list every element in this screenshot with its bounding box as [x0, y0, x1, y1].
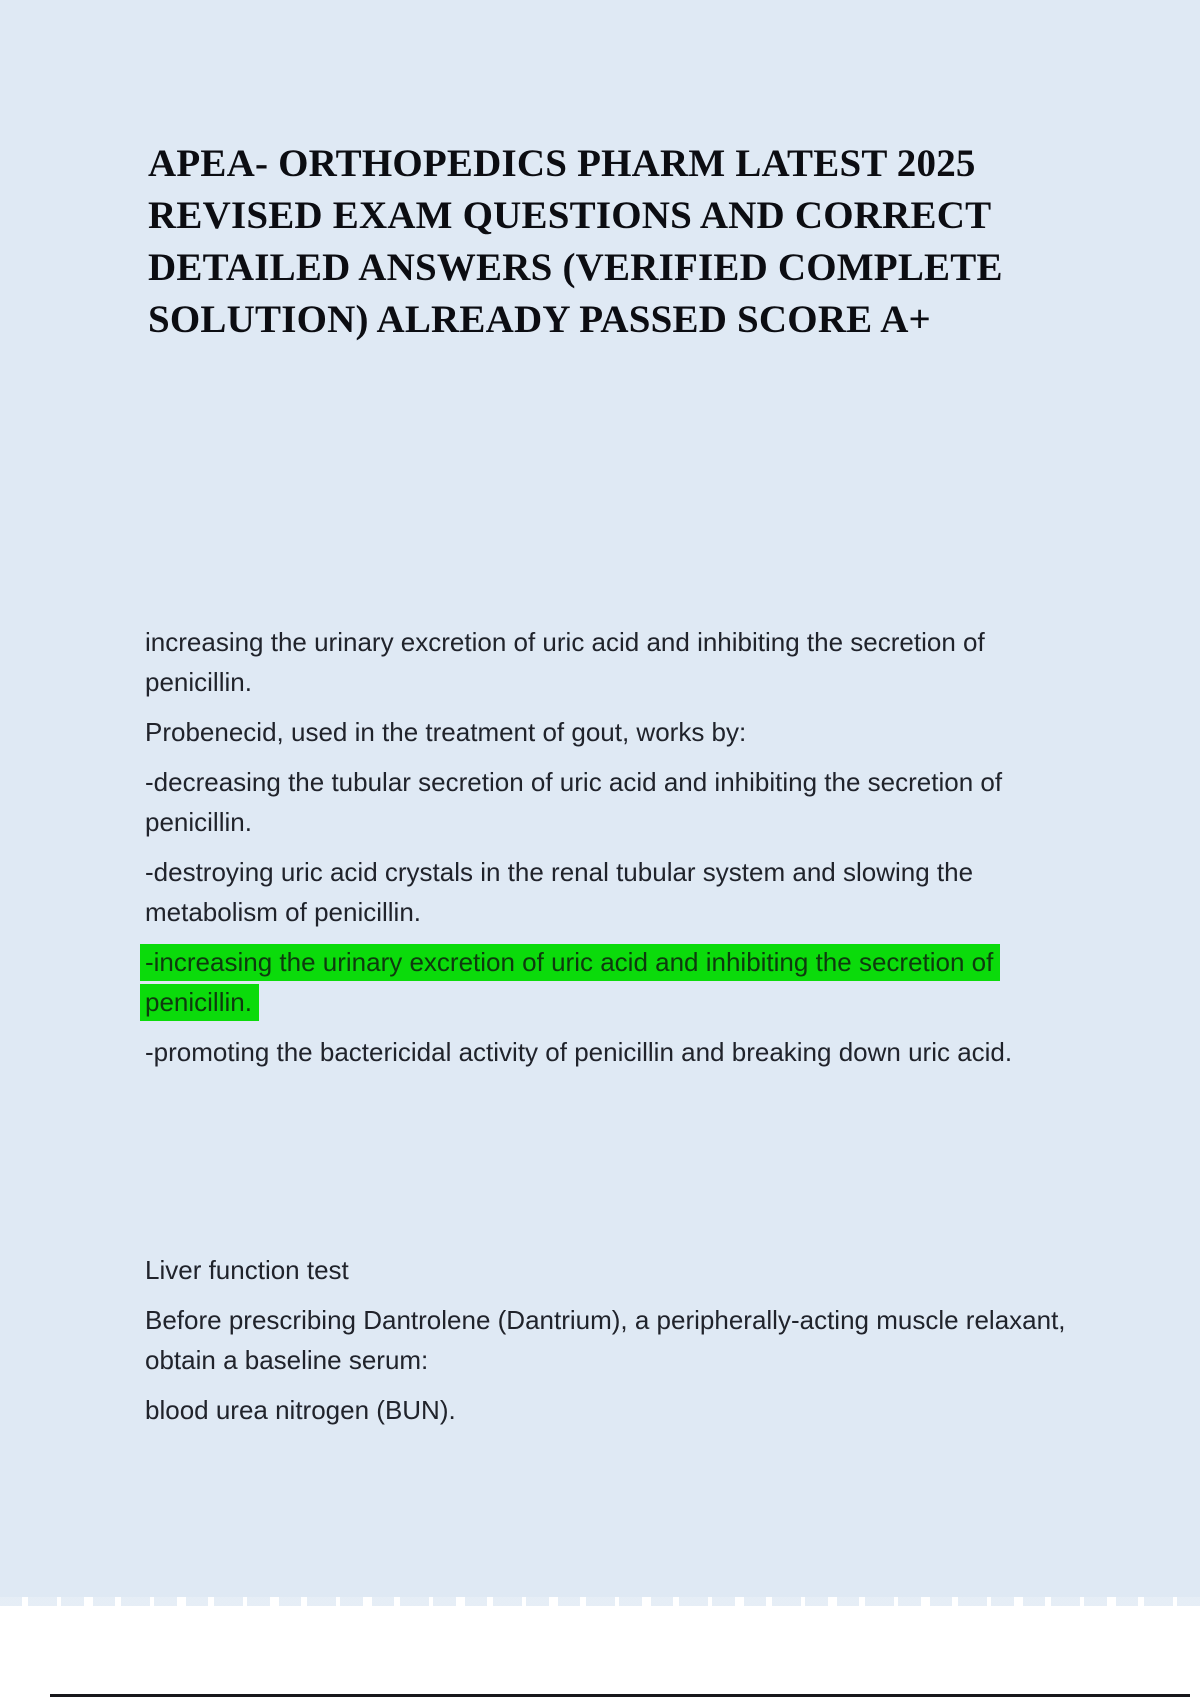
answer-paragraph-highlighted: [145, 942, 1155, 1022]
text-line: -destroying uric acid crystals in the renal tubular system and slowing the: [145, 857, 974, 887]
title-line: SOLUTION) ALREADY PASSED SCORE A+: [148, 298, 931, 341]
paragraph: [145, 1250, 1155, 1290]
text-line: metabolism of penicillin.: [145, 897, 422, 927]
highlight-mark: -increasing the urinary excretion of uric acid and inhibiting the secretion of: [140, 944, 1000, 981]
text-line: Before prescribing Dantrolene (Dantrium), a peripherally-acting muscle relaxant,: [145, 1305, 1066, 1335]
title-line: APEA- ORTHOPEDICS PHARM LATEST 2025: [148, 142, 976, 185]
text-line: penicillin.: [145, 667, 252, 697]
text-line: -promoting the bactericidal activity of penicillin and breaking down uric acid.: [145, 1037, 1013, 1067]
paragraph: [145, 1032, 1155, 1072]
footer-rule: [50, 1694, 1190, 1697]
text-line: increasing the urinary excretion of uric acid and inhibiting the secretion of: [145, 627, 985, 657]
text-line: [145, 942, 1155, 982]
text-line: blood urea nitrogen (BUN).: [145, 1395, 456, 1425]
text-line: -decreasing the tubular secretion of uric acid and inhibiting the secretion of: [145, 767, 1003, 797]
text-line: [145, 982, 1155, 1022]
paragraph: [145, 1390, 1155, 1430]
paragraph: [145, 762, 1155, 842]
paragraph: [145, 622, 1155, 702]
title-line: DETAILED ANSWERS (VERIFIED COMPLETE: [148, 246, 1003, 289]
page-bottom-edge: [0, 1597, 1200, 1606]
text-line: obtain a baseline serum:: [145, 1345, 429, 1375]
paragraph: [145, 852, 1155, 932]
text-line: penicillin.: [145, 807, 252, 837]
document-title: [148, 138, 1003, 346]
paragraph: [145, 1300, 1155, 1380]
text-line: Probenecid, used in the treatment of gout, works by:: [145, 717, 747, 747]
document-body: [145, 622, 1155, 1440]
title-line: REVISED EXAM QUESTIONS AND CORRECT: [148, 194, 992, 237]
highlight-mark: penicillin.: [140, 984, 259, 1021]
text-line: Liver function test: [145, 1255, 349, 1285]
paragraph: [145, 712, 1155, 752]
